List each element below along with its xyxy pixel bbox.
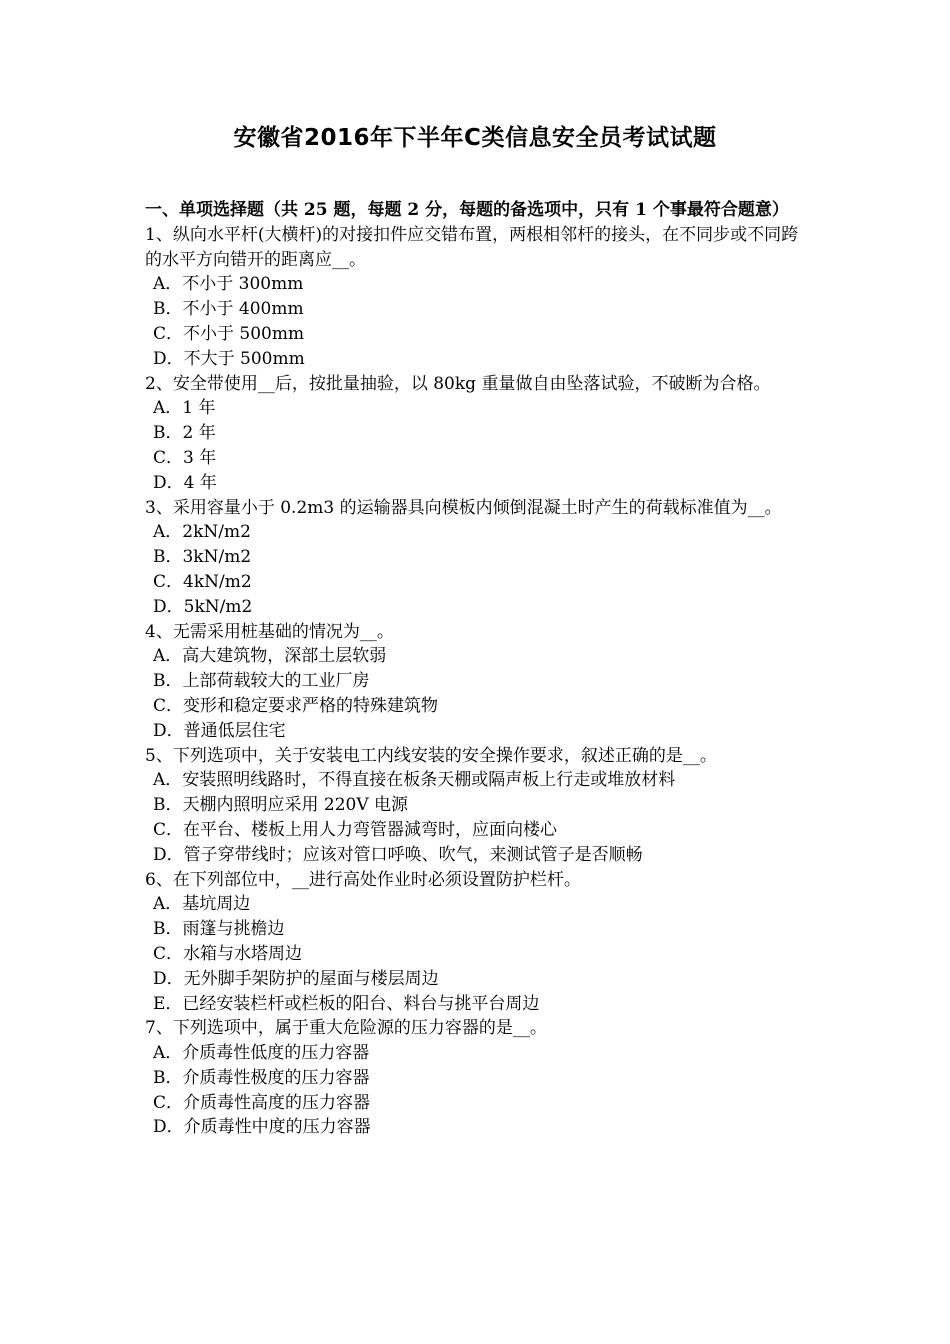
- option-a: A．介质毒性低度的压力容器: [153, 1043, 370, 1064]
- option-d: D．介质毒性中度的压力容器: [153, 1117, 371, 1138]
- option-a: A．高大建筑物，深部土层软弱: [153, 646, 387, 667]
- option-d: D．无外脚手架防护的屋面与楼层周边: [153, 968, 439, 989]
- option-a: A．1 年: [153, 398, 216, 419]
- option-b: B．不小于 400mm: [153, 299, 304, 320]
- option-a: A．安装照明线路时，不得直接在板条天棚或隔声板上行走或堆放材料: [153, 770, 676, 791]
- option-b: B．介质毒性极度的压力容器: [153, 1067, 370, 1088]
- option-c: C．不小于 500mm: [153, 323, 305, 344]
- option-a: A．不小于 300mm: [153, 274, 304, 295]
- option-c: C．3 年: [153, 447, 217, 468]
- document-body: [145, 198, 813, 1140]
- option-c: C．在平台、楼板上用人力弯管器減弯时，应面向楼心: [153, 819, 558, 840]
- question-5: [145, 744, 813, 868]
- option-b: B．雨篷与挑檐边: [153, 919, 285, 940]
- question-6: [145, 868, 813, 1017]
- option-e: E．已经安装栏杆或栏板的阳台、料台与挑平台周边: [153, 993, 540, 1014]
- question-3: [145, 496, 813, 620]
- question-text: 4、无需采用桩基础的情况为__。: [145, 621, 394, 642]
- option-a: A．基坑周边: [153, 894, 251, 915]
- question-text: 3、采用容量小于 0.2m3 的运输器具向模板内倾倒混凝土时产生的荷载标准值为__。: [145, 497, 782, 518]
- page-title: 安徽省2016年下半年C类信息安全员考试试题: [233, 125, 717, 151]
- option-d: D．5kN/m2: [153, 596, 253, 617]
- option-b: B．3kN/m2: [153, 547, 252, 568]
- question-text: 2、安全带使用__后，按批量抽验，以 80kg 重量做自由坠落试验，不破断为合格。: [145, 373, 771, 394]
- option-d: D．管子穿带线时；应该对管口呼唤、吹气，来测试管子是否顺畅: [153, 844, 643, 865]
- option-a: A．2kN/m2: [153, 522, 251, 543]
- option-c: C．介质毒性高度的压力容器: [153, 1092, 371, 1113]
- option-c: C．变形和稳定要求严格的特殊建筑物: [153, 695, 439, 716]
- question-4: [145, 620, 813, 744]
- option-b: B．2 年: [153, 423, 216, 444]
- option-b: B．上部荷载较大的工业厂房: [153, 671, 370, 692]
- option-d: D．普通低层住宅: [153, 720, 286, 741]
- option-d: D．不大于 500mm: [153, 348, 305, 369]
- question-text: 5、下列选项中，关于安装电工内线安装的安全操作要求，叙述正确的是__。: [145, 745, 717, 766]
- option-d: D．4 年: [153, 472, 217, 493]
- question-2: [145, 372, 813, 496]
- option-c: C．水箱与水塔周边: [153, 943, 303, 964]
- section-heading: 一、单项选择题（共 25 题，每题 2 分，每题的备选项中，只有 1 个事最符合题意）: [145, 200, 789, 220]
- option-c: C．4kN/m2: [153, 571, 252, 592]
- option-b: B．天棚内照明应采用 220V 电源: [153, 795, 409, 816]
- question-7: [145, 1016, 813, 1140]
- question-1: [145, 223, 813, 372]
- question-text: 1、纵向水平杆(大横杆)的对接扣件应交错布置，两根相邻杆的接头，在不同步或不同跨的水平方向错开的距离应__。: [145, 224, 799, 270]
- question-text: 6、在下列部位中，__进行高处作业时必须设置防护栏杆。: [145, 869, 581, 890]
- question-text: 7、下列选项中，属于重大危险源的压力容器的是__。: [145, 1018, 547, 1039]
